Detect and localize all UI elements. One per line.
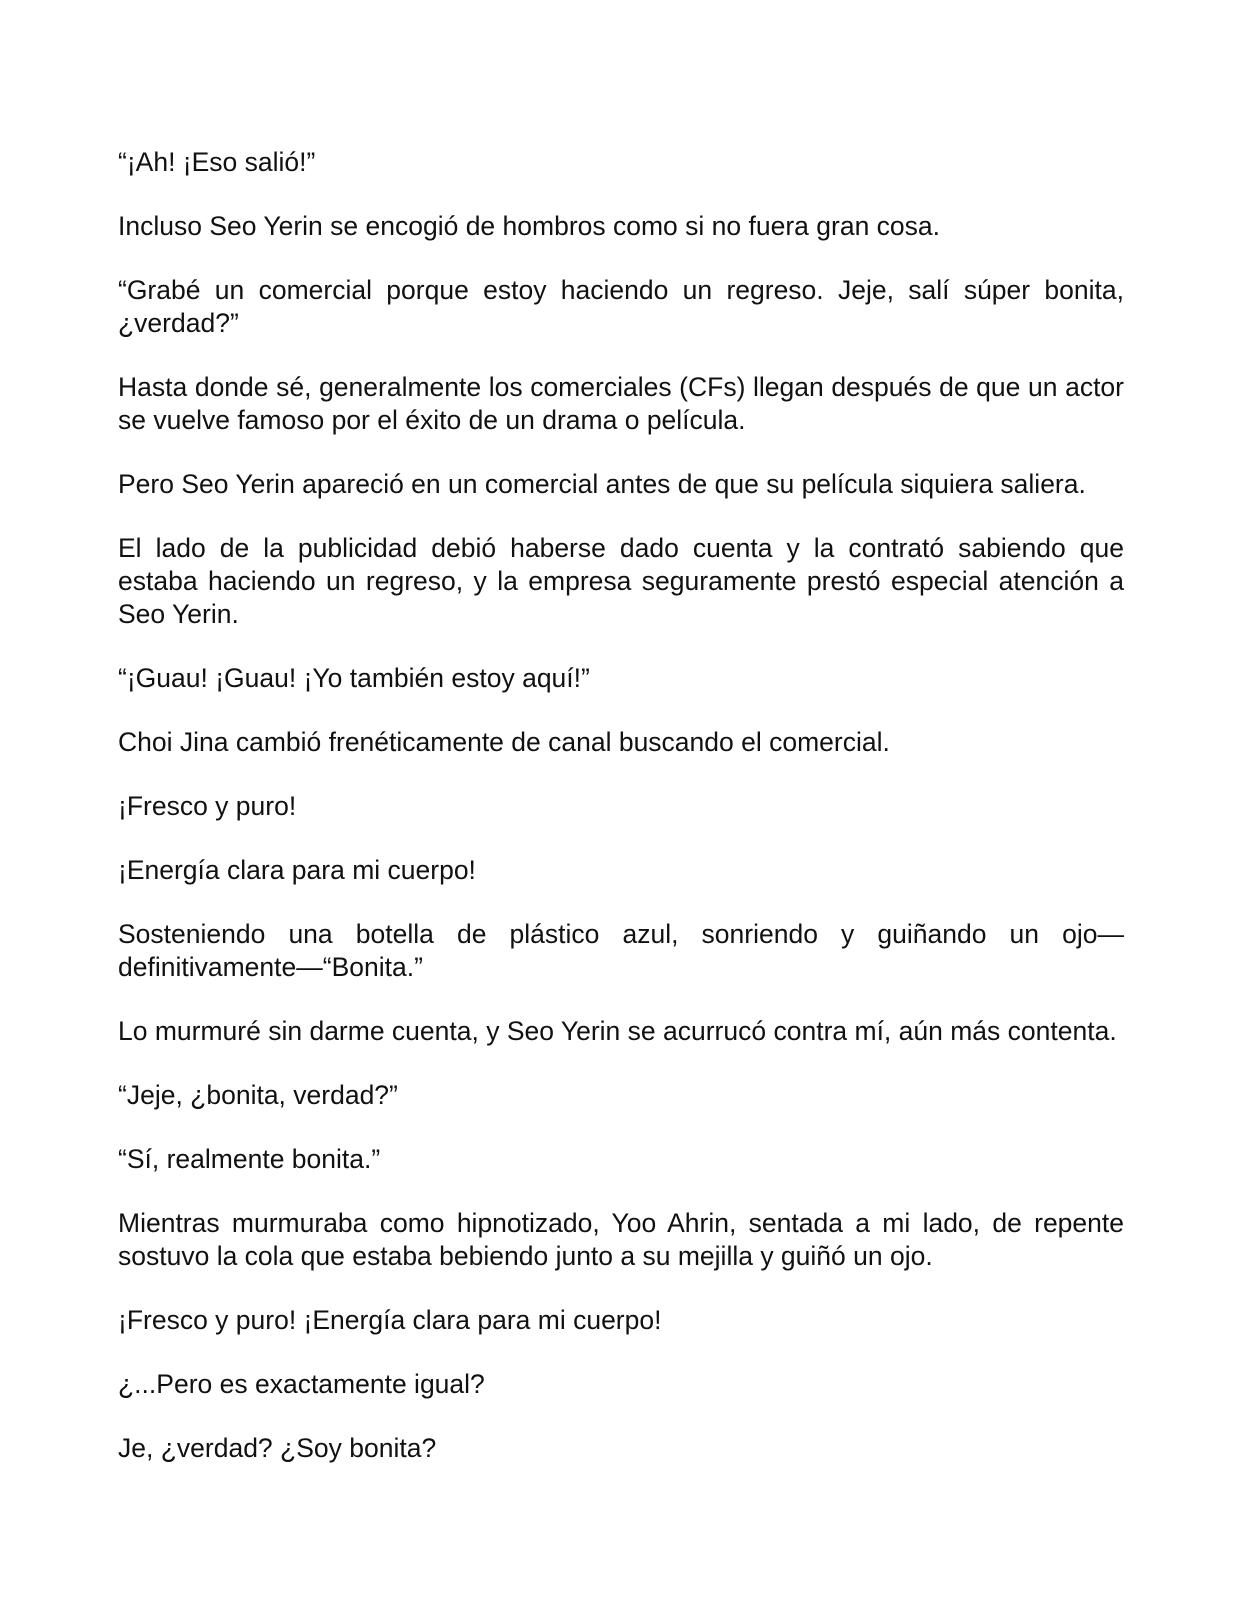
paragraph: “Sí, realmente bonita.” <box>118 1144 381 1174</box>
text-column <box>118 146 1124 1496</box>
paragraph: Sosteniendo una botella de plástico azul, sonriendo y guiñando un ojo—definitivamente—“Bonita.” <box>118 919 1124 982</box>
paragraph: Hasta donde sé, generalmente los comerciales (CFs) llegan después de que un actor se vuelve famoso por el éxito de un drama o película. <box>118 372 1124 435</box>
paragraph: “Grabé un comercial porque estoy haciendo un regreso. Jeje, salí súper bonita, ¿verdad?” <box>118 275 1124 338</box>
paragraph: ¡Energía clara para mi cuerpo! <box>118 855 476 885</box>
paragraph: “¡Guau! ¡Guau! ¡Yo también estoy aquí!” <box>118 663 590 693</box>
paragraph: El lado de la publicidad debió haberse dado cuenta y la contrató sabiendo que estaba haciendo un regreso, y la empresa seguramente prestó especial atención a Seo Yerin. <box>118 533 1124 629</box>
paragraph: Mientras murmuraba como hipnotizado, Yoo Ahrin, sentada a mi lado, de repente sostuvo la cola que estaba bebiendo junto a su mejilla y guiñó un ojo. <box>118 1208 1124 1271</box>
paragraph: ¿...Pero es exactamente igual? <box>118 1369 485 1399</box>
paragraph: Choi Jina cambió frenéticamente de canal buscando el comercial. <box>118 727 890 757</box>
paragraph: ¡Fresco y puro! ¡Energía clara para mi cuerpo! <box>118 1305 662 1335</box>
paragraph: ¡Fresco y puro! <box>118 791 297 821</box>
paragraph: Pero Seo Yerin apareció en un comercial antes de que su película siquiera saliera. <box>118 469 1086 499</box>
paragraph: Je, ¿verdad? ¿Soy bonita? <box>118 1433 437 1463</box>
paragraph: “Jeje, ¿bonita, verdad?” <box>118 1080 398 1110</box>
paragraph: Lo murmuré sin darme cuenta, y Seo Yerin se acurrucó contra mí, aún más contenta. <box>118 1016 1117 1046</box>
paragraph: “¡Ah! ¡Eso salió!” <box>118 147 316 177</box>
paragraph: Incluso Seo Yerin se encogió de hombros como si no fuera gran cosa. <box>118 211 941 241</box>
